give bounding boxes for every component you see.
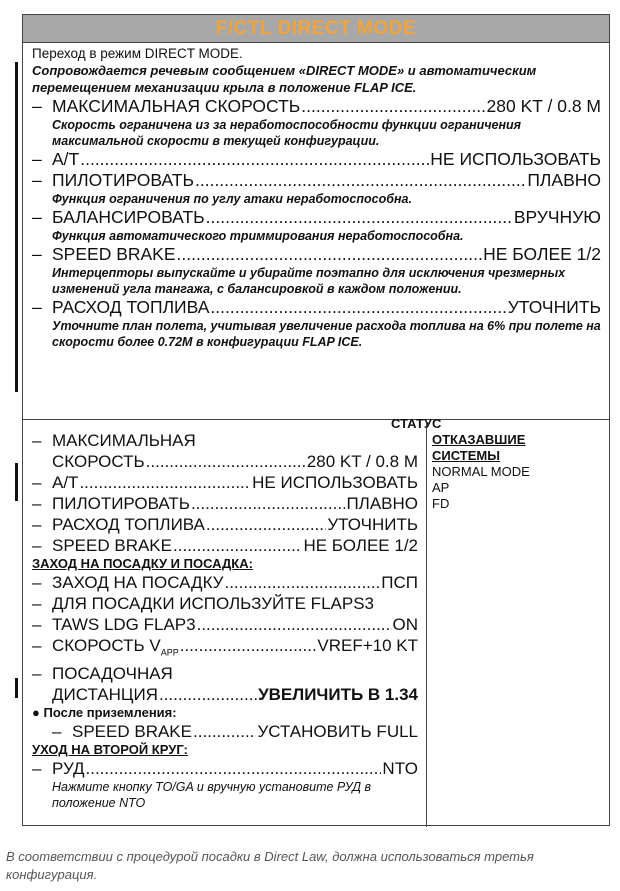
summary-row: СКОРОСТЬ ..... 280 KT / 0.8 M — [32, 451, 418, 472]
failed-system-item: AP — [432, 480, 450, 495]
speedbrake-row: – SPEED BRAKE ..... УСТАНОВИТЬ FULL — [32, 721, 418, 742]
intro-line-1: Переход в режим DIRECT MODE. — [32, 46, 243, 61]
step-row: – РАСХОД ТОПЛИВА ..... УТОЧНИТЬ — [32, 297, 601, 318]
summary-section — [23, 416, 609, 827]
bullet-icon: ● — [32, 705, 40, 721]
summary-rows-1 — [32, 472, 418, 556]
failed-system-item: FD — [432, 496, 450, 511]
step-row: – A/T ..... НЕ ИСПОЛЬЗОВАТЬ — [32, 149, 601, 170]
step-note: Уточните план полета, учитывая увеличение расхода топлива на 6% при полете на скорости более 0.72M в конфигурации FLAP ICE. — [52, 319, 601, 349]
change-bar — [15, 678, 18, 698]
change-bar — [15, 463, 18, 501]
step-note: Функция ограничения по углу атаки неработоспособна. — [52, 192, 412, 206]
distance-row-2: ДИСТАНЦИЯ ..... УВЕЛИЧИТЬ В 1.34 — [32, 684, 418, 705]
procedure-card — [22, 14, 610, 826]
item-list — [32, 96, 601, 350]
step-row: – ПИЛОТИРОВАТЬ ..... ПЛАВНО — [32, 170, 601, 191]
speed-row: – СКОРОСТЬ $V_{APP}$ ..... VREF+10 KT — [32, 635, 418, 663]
caption: В соответствии с процедурой посадки в Direct Law, должна использоваться третья конфигурация. — [6, 849, 534, 882]
after-touchdown: ● После приземления: — [32, 705, 177, 721]
step-note: Функция автоматического триммирования неработоспособна. — [52, 229, 464, 243]
thrust-note: Нажмите кнопку TO/GA и вручную установите РУД в положение NTO — [52, 780, 372, 811]
failed-system-item: NORMAL MODE — [432, 464, 530, 479]
failed-systems-list — [432, 464, 605, 512]
summary-row: – РАСХОД ТОПЛИВА ..... УТОЧНИТЬ — [32, 514, 418, 535]
summary-checklist — [23, 420, 427, 827]
step-row: – БАЛАНСИРОВАТЬ ..... ВРУЧНУЮ — [32, 207, 601, 228]
step-row: – SPEED BRAKE ..... НЕ БОЛЕЕ 1/2 — [32, 244, 601, 265]
status-panel — [427, 420, 609, 827]
landing-row: – TAWS LDG FLAP3 ..... ON — [32, 614, 418, 635]
summary-row: – A/T ..... НЕ ИСПОЛЬЗОВАТЬ — [32, 472, 418, 493]
status-title: СТАТУС — [391, 416, 442, 431]
summary-row: – SPEED BRAKE ..... НЕ БОЛЕЕ 1/2 — [32, 535, 418, 556]
change-bar — [15, 211, 18, 231]
go-around-section-title: УХОД НА ВТОРОЙ КРУГ: — [32, 742, 188, 758]
summary-rows-2 — [32, 572, 418, 635]
intro — [32, 43, 601, 96]
step-note: Скорость ограничена из за неработоспособности функции ограничения максимальной скорости в текущей конфигурации. — [52, 118, 522, 148]
procedure-steps — [23, 43, 609, 420]
intro-line-2: Сопровождается речевым сообщением «DIRECT MODE» и автоматическим перемещением механизации крыла в положение FLAP ICE. — [32, 63, 537, 95]
landing-row: – ДЛЯ ПОСАДКИ ИСПОЛЬЗУЙТЕ FLAPS3 — [32, 594, 374, 613]
failed-systems-title: ОТКАЗАВШИЕ СИСТЕМЫ — [432, 432, 526, 463]
summary-row: – МАКСИМАЛЬНАЯ — [32, 431, 196, 450]
landing-row: – ЗАХОД НА ПОСАДКУ ..... ПСП — [32, 572, 418, 593]
distance-row: – ПОСАДОЧНАЯ — [32, 664, 173, 684]
landing-section-title: ЗАХОД НА ПОСАДКУ И ПОСАДКА: — [32, 556, 253, 571]
summary-row: – ПИЛОТИРОВАТЬ ..... ПЛАВНО — [32, 493, 418, 514]
procedure-title: F/CTL DIRECT MODE — [23, 15, 609, 43]
thrust-row: – РУД ..... NTO — [32, 758, 418, 779]
step-note: Интерцепторы выпускайте и убирайте поэтапно для исключения чрезмерных изменений угла тангажа, с балансировкой в каждом положении. — [52, 266, 566, 296]
step-row: – МАКСИМАЛЬНАЯ СКОРОСТЬ ..... 280 KT / 0.8 M — [32, 96, 601, 117]
